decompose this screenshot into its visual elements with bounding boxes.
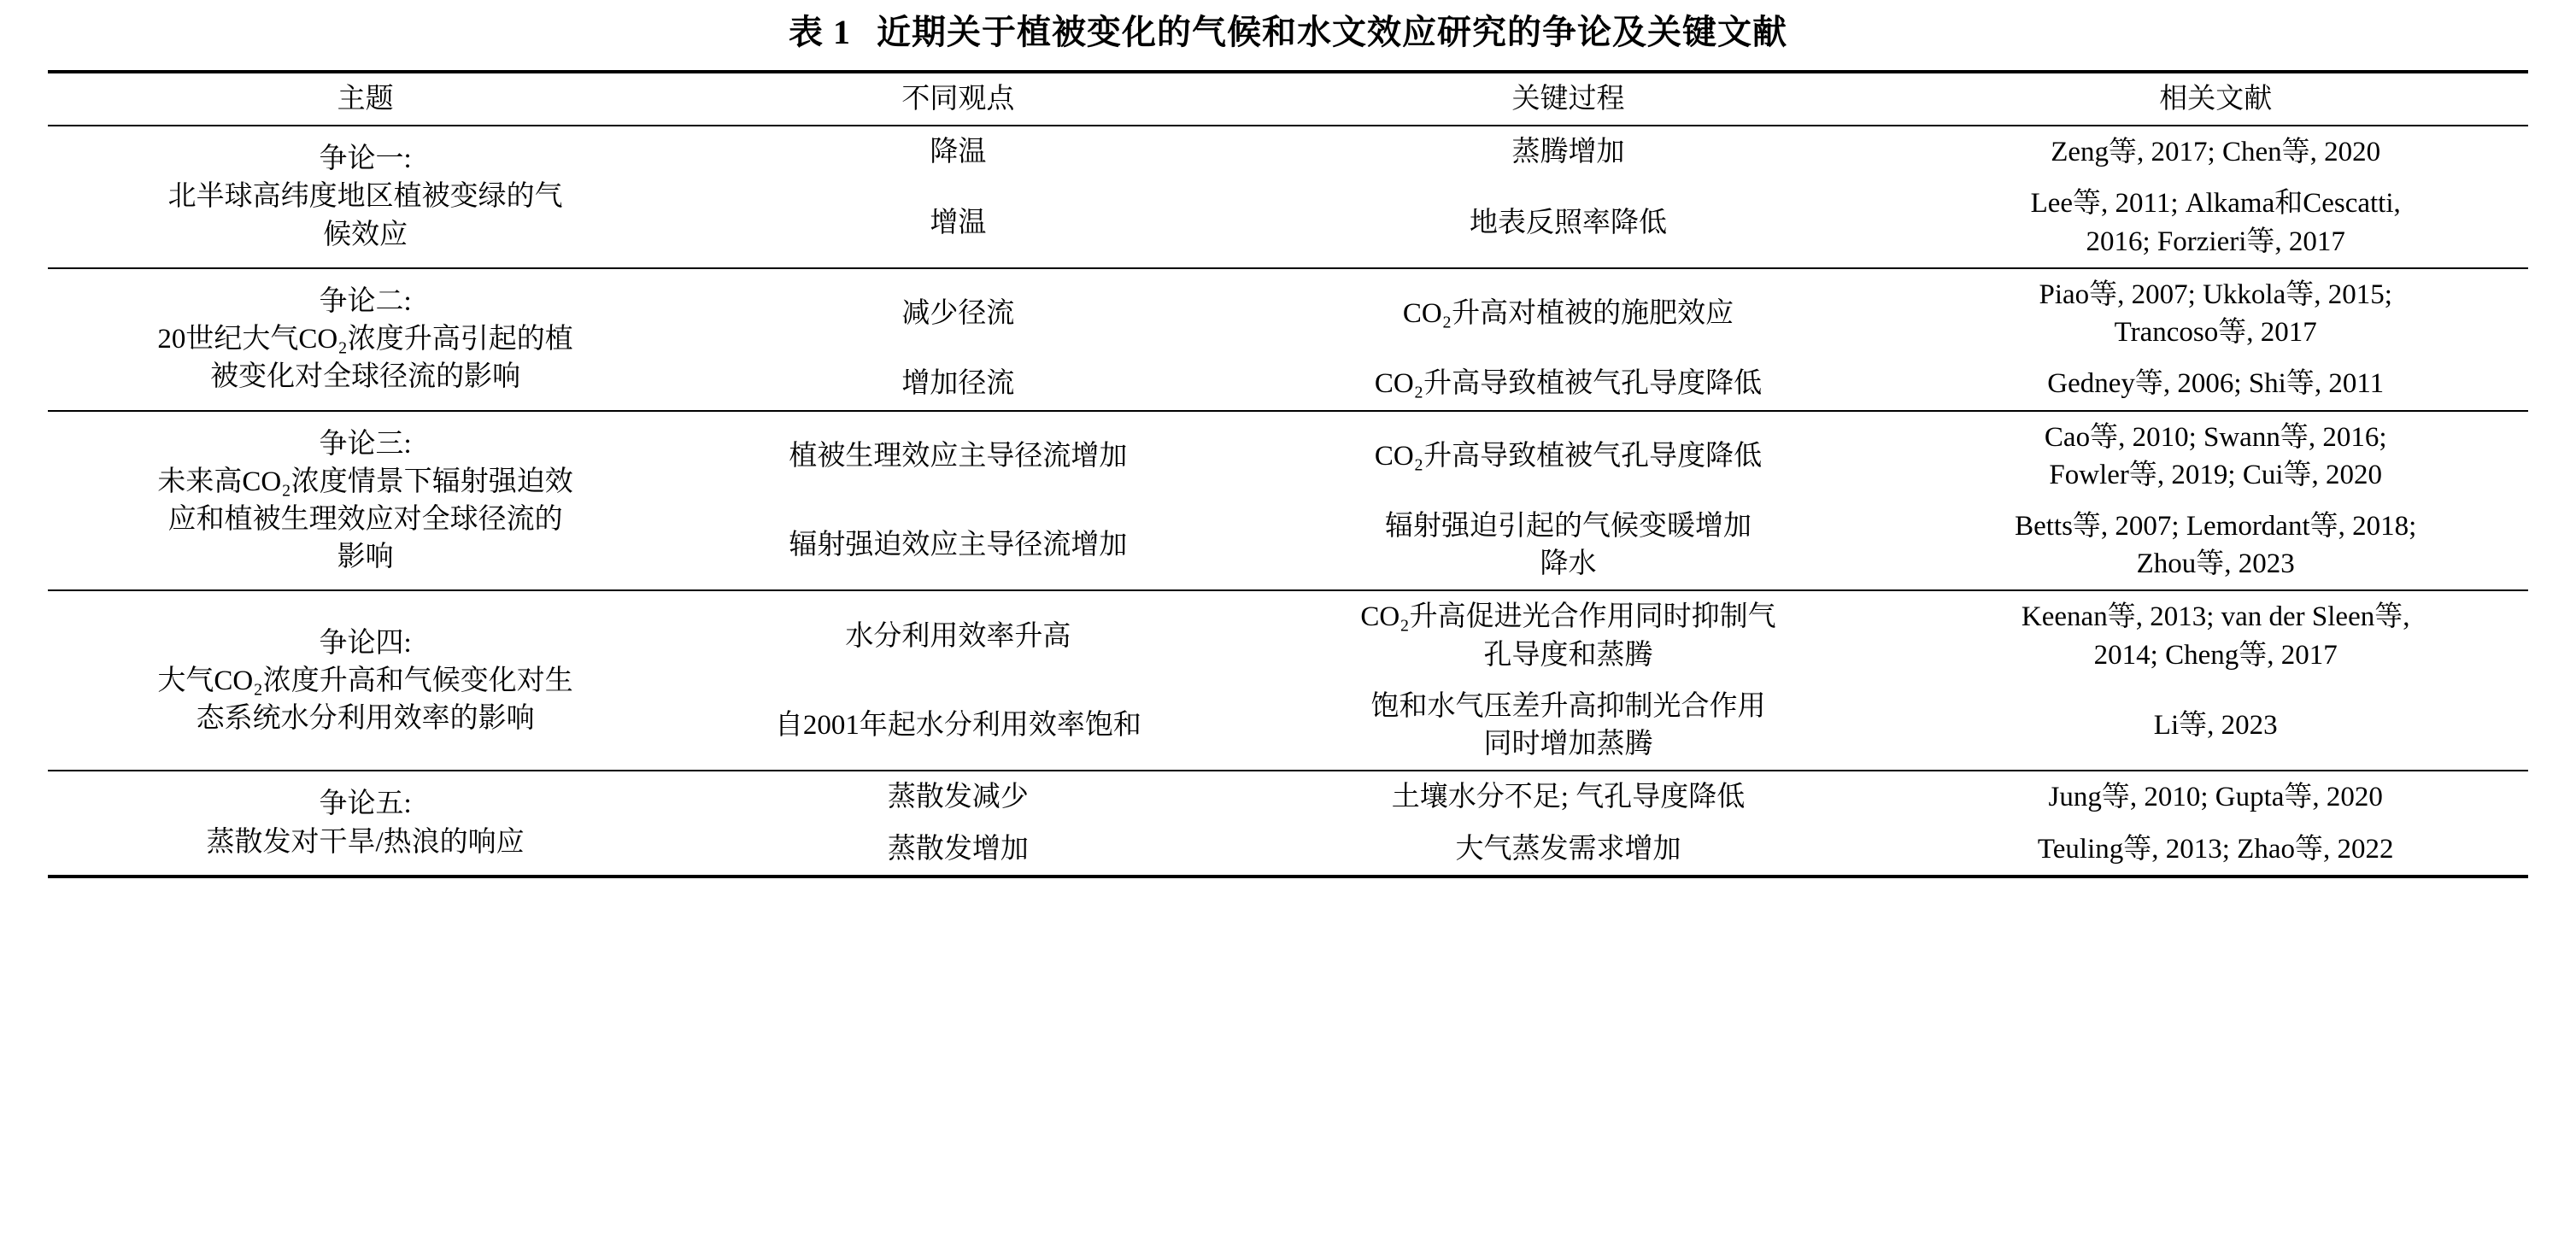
view-cell: 蒸散发增加 bbox=[887, 833, 1029, 865]
topic-line: 争论二: bbox=[319, 285, 412, 317]
topic-line: 影响 bbox=[337, 542, 394, 573]
reference-line: Betts等, 2007; Lemordant等, 2018; bbox=[2015, 510, 2417, 542]
reference-cell bbox=[1903, 501, 2528, 590]
reference-line: Teuling等, 2013; Zhao等, 2022 bbox=[2037, 833, 2394, 865]
reference-cell bbox=[1903, 126, 2528, 178]
reference-cell bbox=[1903, 358, 2528, 410]
process-cell bbox=[1234, 501, 1904, 590]
reference-line: Trancoso等, 2017 bbox=[2114, 317, 2317, 349]
view-cell: 蒸散发减少 bbox=[683, 771, 1233, 823]
view-cell: 植被生理效应主导径流增加 bbox=[683, 411, 1233, 501]
process-line: 降水 bbox=[1540, 548, 1597, 580]
caption-number: 表 1 bbox=[789, 13, 851, 51]
topic-line: 未来高CO₂浓度情景下辐射强迫效 bbox=[157, 466, 573, 497]
reference-line: Keenan等, 2013; van der Sleen等, bbox=[2021, 601, 2410, 633]
reference-cell bbox=[1903, 771, 2528, 823]
table-row bbox=[48, 411, 2528, 501]
process-cell: 土壤水分不足; 气孔导度降低 bbox=[1234, 771, 1904, 823]
process-line: 饱和水气压差升高抑制光合作用 bbox=[1370, 690, 1766, 722]
topic-cell-3 bbox=[48, 411, 683, 591]
reference-line: Jung等, 2010; Gupta等, 2020 bbox=[2048, 782, 2383, 813]
topic-cell-2 bbox=[48, 268, 683, 411]
topic-cell-5 bbox=[48, 771, 683, 874]
reference-line: Fowler等, 2019; Cui等, 2020 bbox=[2049, 459, 2382, 490]
view-cell: 减少径流 bbox=[683, 268, 1233, 358]
reference-line: Li等, 2023 bbox=[2153, 709, 2278, 741]
table-head bbox=[48, 72, 2528, 126]
table-row bbox=[48, 126, 2528, 178]
reference-line: Cao等, 2010; Swann等, 2016; bbox=[2044, 421, 2387, 453]
table-row bbox=[48, 590, 2528, 680]
table-row bbox=[48, 771, 2528, 823]
reference-line: Zeng等, 2017; Chen等, 2020 bbox=[2051, 137, 2381, 168]
reference-line: Zhou等, 2023 bbox=[2136, 548, 2295, 580]
process-cell bbox=[1234, 590, 1904, 680]
reference-cell bbox=[1903, 824, 2528, 875]
topic-line: 争论三: bbox=[319, 428, 412, 460]
process-cell: 大气蒸发需求增加 bbox=[1455, 833, 1681, 865]
topic-line: 争论一: bbox=[319, 144, 412, 175]
reference-line: Gedney等, 2006; Shi等, 2011 bbox=[2047, 368, 2385, 400]
column-header-references: 相关文献 bbox=[1903, 72, 2528, 126]
topic-line: 态系统水分利用效率的影响 bbox=[196, 702, 535, 734]
view-cell: 降温 bbox=[683, 126, 1233, 178]
reference-cell bbox=[1903, 681, 2528, 771]
table-body bbox=[48, 126, 2528, 875]
topic-cell-4 bbox=[48, 590, 683, 771]
debates-table bbox=[48, 70, 2528, 875]
table-row bbox=[48, 268, 2528, 358]
column-header-view: 不同观点 bbox=[683, 72, 1233, 126]
reference-cell bbox=[1903, 268, 2528, 358]
view-cell: 自2001年起水分利用效率饱和 bbox=[774, 709, 1141, 741]
process-line: 同时增加蒸腾 bbox=[1483, 729, 1653, 760]
reference-line: 2014; Cheng等, 2017 bbox=[2093, 639, 2338, 671]
topic-line: 候效应 bbox=[323, 219, 408, 250]
topic-cell-1 bbox=[48, 126, 683, 268]
process-cell: CO₂升高导致植被气孔导度降低 bbox=[1234, 411, 1904, 501]
column-header-topic: 主题 bbox=[48, 72, 683, 126]
reference-cell bbox=[1903, 411, 2528, 501]
topic-line: 被变化对全球径流的影响 bbox=[210, 361, 521, 393]
topic-line: 20世纪大气CO₂浓度升高引起的植 bbox=[157, 324, 573, 355]
process-cell: CO₂升高对植被的施肥效应 bbox=[1234, 268, 1904, 358]
process-cell: 蒸腾增加 bbox=[1234, 126, 1904, 178]
reference-cell bbox=[1903, 590, 2528, 680]
table-bottom-rule bbox=[48, 875, 2528, 878]
reference-line: Piao等, 2007; Ukkola等, 2015; bbox=[2039, 279, 2392, 310]
process-line: CO₂升高促进光合作用同时抑制气 bbox=[1360, 601, 1776, 633]
reference-line: Lee等, 2011; Alkama和Cescatti, bbox=[2030, 188, 2401, 220]
process-line: 辐射强迫引起的气候变暖增加 bbox=[1385, 510, 1752, 542]
table-caption bbox=[48, 0, 2528, 70]
topic-line: 蒸散发对干旱/热浪的响应 bbox=[206, 826, 525, 858]
topic-line: 争论五: bbox=[319, 789, 412, 820]
topic-line: 应和植被生理效应对全球径流的 bbox=[167, 503, 563, 535]
topic-line: 北半球高纬度地区植被变绿的气 bbox=[167, 181, 563, 213]
view-cell: 增加径流 bbox=[901, 368, 1015, 400]
process-line: 孔导度和蒸腾 bbox=[1483, 639, 1653, 671]
column-header-process: 关键过程 bbox=[1234, 72, 1904, 126]
view-cell: 增温 bbox=[930, 207, 987, 238]
process-cell: 地表反照率降低 bbox=[1470, 207, 1667, 238]
header-row bbox=[48, 72, 2528, 126]
caption-text: 近期关于植被变化的气候和水文效应研究的争论及关键文献 bbox=[877, 13, 1787, 51]
process-cell: CO₂升高导致植被气孔导度降低 bbox=[1374, 368, 1763, 400]
reference-line: 2016; Forzieri等, 2017 bbox=[2086, 226, 2345, 257]
view-cell: 辐射强迫效应主导径流增加 bbox=[789, 530, 1128, 561]
process-cell bbox=[1234, 681, 1904, 771]
reference-cell bbox=[1903, 178, 2528, 267]
topic-line: 争论四: bbox=[319, 627, 412, 659]
topic-line: 大气CO₂浓度升高和气候变化对生 bbox=[157, 665, 573, 696]
view-cell: 水分利用效率升高 bbox=[683, 590, 1233, 680]
